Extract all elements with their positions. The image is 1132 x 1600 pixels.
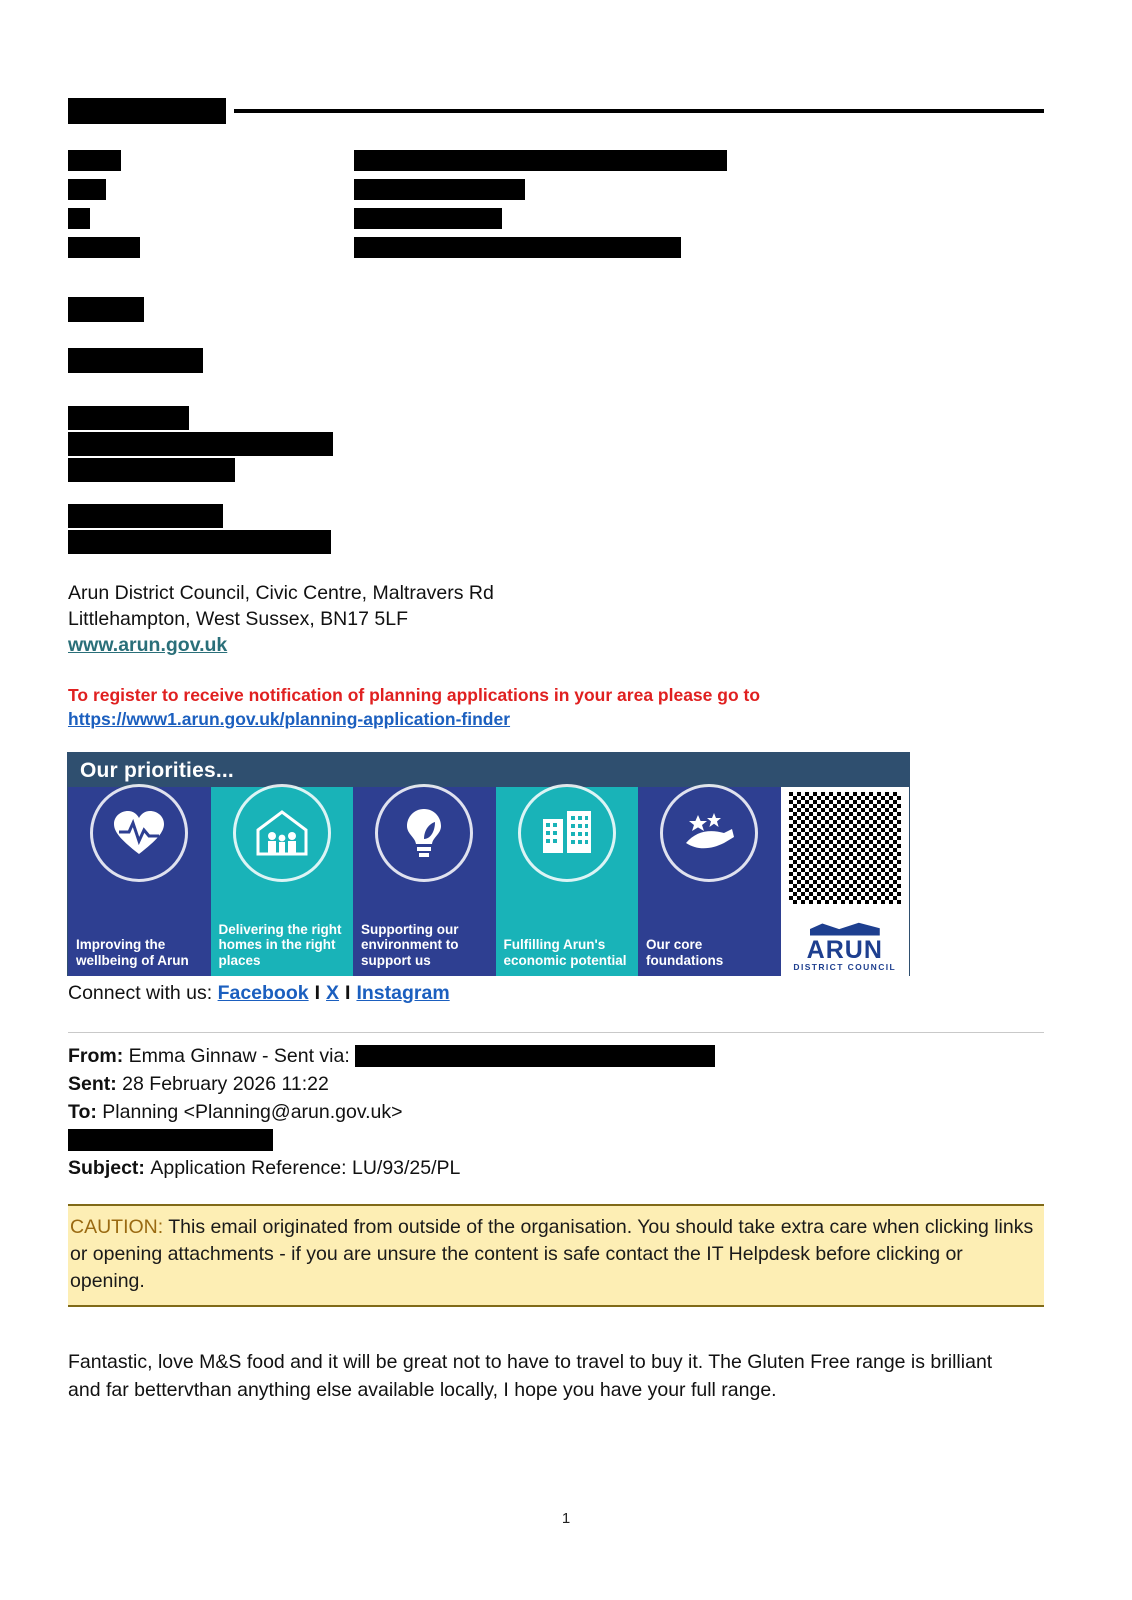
caution-keyword: CAUTION: — [70, 1216, 164, 1238]
arun-district-council-logo — [793, 920, 896, 972]
logo-name: ARUN — [806, 935, 883, 964]
redaction-block — [68, 458, 235, 482]
redaction-block — [68, 237, 140, 258]
planning-application-finder-link[interactable]: https://www1.arun.gov.uk/planning-application-finder — [68, 709, 511, 729]
priority-tile-label: Our core foundations — [646, 937, 724, 968]
redacted-row — [68, 150, 1044, 172]
redaction-block — [68, 406, 189, 430]
council-address — [68, 580, 494, 658]
priority-tile-label: Supporting our environment to support us — [361, 921, 459, 968]
caution-text: This email originated from outside of the organisation. You should take extra care when clicking links or opening attachments - if you are unsure the content is safe contact the IT Helpdesk before clicking or opening. — [70, 1216, 1034, 1292]
sent-value: 28 February 2026 11:22 — [122, 1073, 329, 1095]
redacted-header — [68, 98, 1044, 124]
from-value: Emma Ginnaw - Sent via: — [128, 1045, 350, 1067]
redaction-block — [68, 98, 226, 124]
priority-tile-environment — [353, 787, 496, 976]
redaction-block — [68, 179, 106, 200]
redaction-block — [354, 237, 681, 258]
to-row — [68, 1098, 715, 1126]
registration-notice — [68, 683, 760, 731]
redaction-block — [68, 208, 90, 229]
link-separator: I — [314, 982, 321, 1004]
redacted-row — [68, 208, 1044, 230]
connect-label: Connect with us: — [68, 982, 213, 1004]
priority-tile-homes — [211, 787, 354, 976]
priorities-banner — [67, 752, 910, 976]
email-body-text: Fantastic, love M&S food and it will be great not to have to travel to buy it. The Gluten Free range is brilliant and far bettervthan anything else available locally, I hope you have your full range. — [68, 1351, 993, 1401]
subject-value: Application Reference: LU/93/25/PL — [150, 1157, 461, 1179]
redaction-block — [354, 150, 727, 171]
priorities-tiles — [68, 787, 909, 976]
instagram-link[interactable]: Instagram — [356, 982, 450, 1004]
sent-label: Sent: — [68, 1073, 117, 1095]
header-rule — [234, 109, 1044, 113]
subject-label: Subject: — [68, 1157, 145, 1179]
x-link[interactable]: X — [326, 982, 340, 1004]
redacted-row — [68, 237, 1044, 259]
page-number: 1 — [561, 1510, 571, 1527]
heart-pulse-icon — [90, 784, 188, 882]
redaction-block — [68, 504, 223, 528]
priority-tile-foundations — [638, 787, 781, 976]
section-divider — [68, 1032, 1044, 1033]
priorities-banner-title: Our priorities... — [80, 759, 234, 782]
address-line-1: Arun District Council, Civic Centre, Maltravers Rd — [68, 582, 494, 604]
redaction-block — [68, 432, 333, 456]
redacted-header-line — [68, 98, 1044, 124]
redaction-block — [68, 1129, 273, 1151]
redaction-block — [354, 179, 525, 200]
address-line-2: Littlehampton, West Sussex, BN17 5LF — [68, 608, 408, 630]
wave-icon — [810, 920, 880, 936]
priority-tile-label: Improving the wellbeing of Arun — [76, 937, 189, 968]
hand-stars-icon — [660, 784, 758, 882]
redaction-block — [68, 150, 121, 171]
to-value: Planning <Planning@arun.gov.uk> — [102, 1101, 403, 1123]
redaction-block — [354, 208, 502, 229]
link-separator: I — [345, 982, 351, 1004]
priority-tile-label: Delivering the right homes in the right places — [218, 921, 342, 968]
lightbulb-leaf-icon — [375, 784, 473, 882]
from-label: From: — [68, 1045, 124, 1067]
priority-tile-label: Fulfilling Arun's economic potential — [503, 937, 627, 968]
redaction-block — [68, 348, 203, 373]
house-family-icon — [233, 784, 331, 882]
facebook-link[interactable]: Facebook — [217, 982, 309, 1004]
redaction-block — [68, 530, 331, 554]
from-row — [68, 1042, 715, 1070]
forwarded-email-headers — [68, 1042, 715, 1182]
connect-with-us — [68, 982, 450, 1005]
redacted-row — [68, 179, 1044, 201]
cc-row-redacted — [68, 1126, 715, 1154]
redacted-metadata — [68, 150, 1044, 266]
logo-subtitle: DISTRICT COUNCIL — [793, 961, 897, 972]
priority-tile-economic — [496, 787, 639, 976]
redaction-block — [355, 1045, 715, 1067]
buildings-icon — [518, 784, 616, 882]
redaction-block — [68, 297, 144, 322]
qr-code-icon[interactable] — [789, 792, 901, 904]
caution-banner — [68, 1204, 1044, 1307]
council-website-link[interactable]: www.arun.gov.uk — [68, 634, 228, 656]
to-label: To: — [68, 1101, 97, 1123]
priority-tile-wellbeing — [68, 787, 211, 976]
subject-row — [68, 1154, 715, 1182]
sent-row — [68, 1070, 715, 1098]
qr-and-logo-cell — [781, 787, 910, 976]
registration-notice-text: To register to receive notification of planning applications in your area please go to — [68, 685, 761, 705]
